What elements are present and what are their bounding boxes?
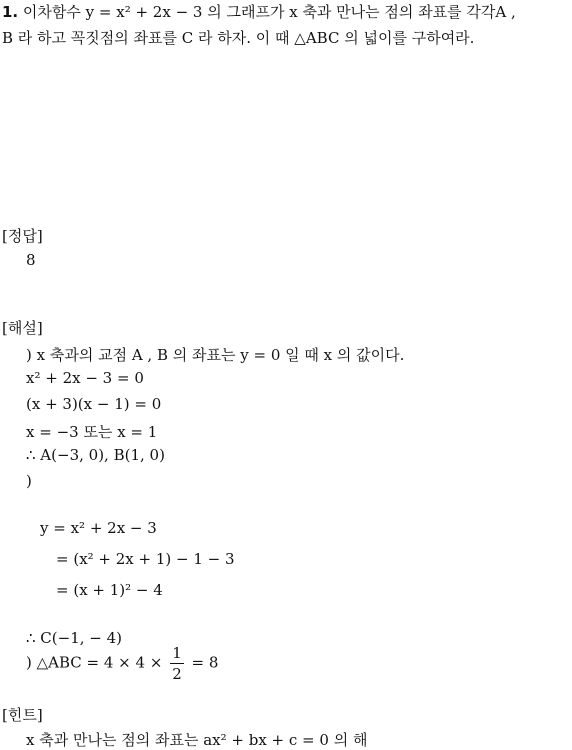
area-prefix: ) △ABC = 4 × 4 × — [26, 653, 163, 672]
derivation-line: = (x² + 2x + 1) − 1 − 3 — [56, 550, 235, 568]
solution-line: ∴ A(−3, 0), B(1, 0) — [26, 446, 165, 464]
vertex-line: ∴ C(−1, − 4) — [26, 629, 123, 647]
solution-line: x² + 2x − 3 = 0 — [26, 369, 144, 387]
solution-line: ) — [26, 472, 32, 490]
hint-text: x 축과 만나는 점의 좌표는 ax² + bx + c = 0 의 해 — [26, 731, 368, 749]
solution-heading: [해설] — [2, 319, 43, 337]
question-number: 1. — [2, 3, 19, 21]
answer-value: 8 — [26, 251, 36, 269]
fraction-denominator: 2 — [172, 665, 182, 683]
hint-heading: [힌트] — [2, 706, 43, 724]
answer-heading: [정답] — [2, 227, 43, 245]
derivation-line: y = x² + 2x − 3 — [40, 519, 157, 537]
solution-line: ) x 축과의 교점 A , B 의 좌표는 y = 0 일 때 x 의 값이다. — [26, 346, 405, 364]
solution-line: x = −3 또는 x = 1 — [26, 423, 158, 441]
area-fraction — [170, 643, 184, 684]
question-text-1: 이차함수 y = x² + 2x − 3 의 그래프가 x 축과 만나는 점의 좌표를 각각A , — [22, 3, 516, 21]
solution-line: (x + 3)(x − 1) = 0 — [26, 395, 162, 413]
area-line — [26, 643, 218, 684]
fraction-numerator: 1 — [172, 644, 182, 662]
question-line-2: B 라 하고 꼭짓점의 좌표를 C 라 하자. 이 때 △ABC 의 넓이를 구하여라. — [2, 29, 475, 47]
derivation-line: = (x + 1)² − 4 — [56, 581, 163, 599]
question-line-1 — [2, 1, 516, 22]
area-suffix: = 8 — [191, 653, 219, 672]
